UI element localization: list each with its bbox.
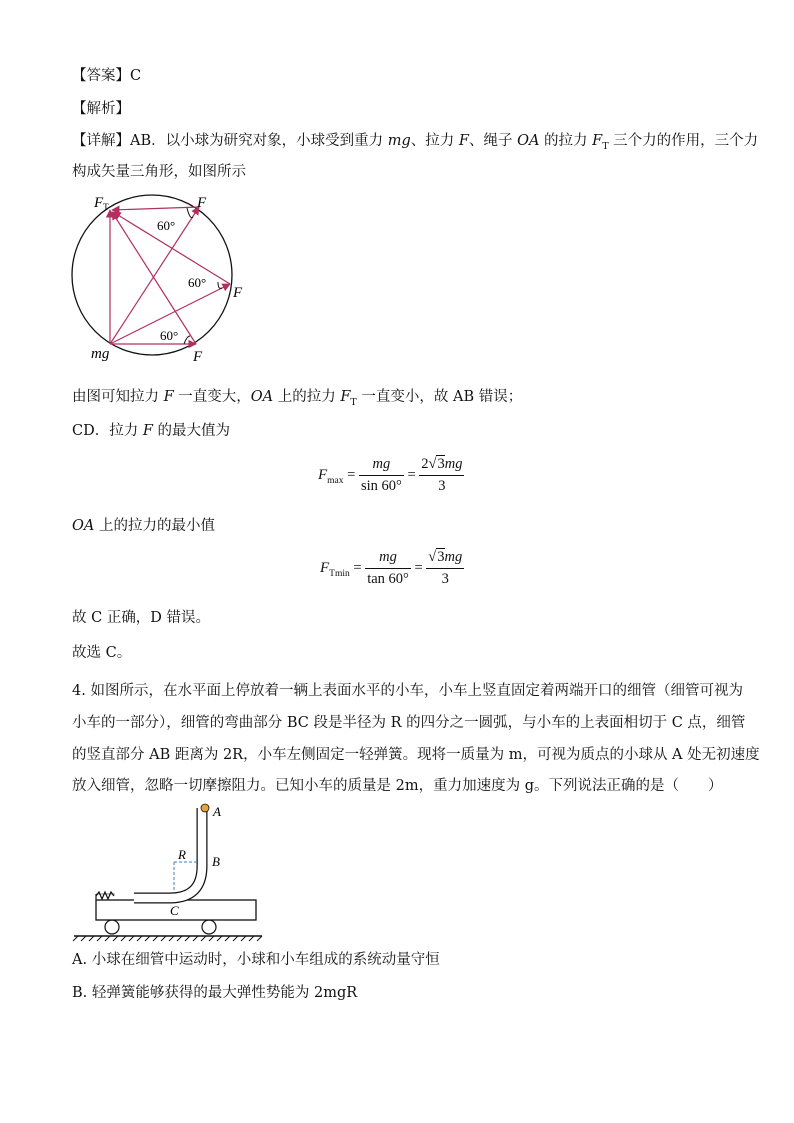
denominator: 3 bbox=[438, 478, 446, 494]
text: 上的拉力 bbox=[273, 389, 341, 405]
option-b[interactable]: B. 轻弹簧能够获得的最大弹性势能为 2mgR bbox=[72, 985, 358, 1001]
q4-line-4: 放入细管，忽略一切摩擦阻力。已知小车的质量是 2m，重力加速度为 g。下列说法正确的是（ ） bbox=[72, 778, 723, 794]
var-FT-sub: T bbox=[602, 141, 609, 152]
q4-line-2: 小车的一部分），细管的弯曲部分 BC 段是半径为 R 的四分之一圆弧，与小车的上表面相切于 C 点，细管 bbox=[72, 715, 746, 731]
label-F-right: F bbox=[233, 285, 243, 301]
analysis-tag: 【解析】 bbox=[72, 101, 130, 117]
equals: = bbox=[407, 466, 416, 483]
angle-arc-bottom bbox=[184, 336, 190, 344]
detail-paragraph-line2: 构成矢量三角形，如图所示 bbox=[72, 164, 246, 180]
angle-arc-top bbox=[187, 208, 193, 218]
spring bbox=[96, 892, 115, 900]
cd-intro-line bbox=[72, 421, 230, 441]
vector-F-top-to-FT bbox=[112, 207, 199, 210]
lhs-sub: max bbox=[327, 475, 344, 486]
equals: = bbox=[347, 466, 356, 483]
radicand: 3 bbox=[437, 549, 445, 565]
text: 由图可知拉力 bbox=[72, 389, 164, 405]
label-angle-bottom: 60° bbox=[160, 328, 179, 343]
var-OA: OA bbox=[250, 389, 274, 405]
var-FT-sub: T bbox=[350, 397, 357, 408]
formula-fmax bbox=[318, 456, 464, 495]
text: CD．拉力 bbox=[72, 423, 143, 439]
var-OA: OA bbox=[72, 518, 95, 534]
fraction-2 bbox=[419, 456, 464, 495]
wheel-right bbox=[202, 920, 216, 934]
formula-ftmin bbox=[320, 549, 464, 588]
fraction-1 bbox=[365, 549, 411, 588]
label-mg: mg bbox=[91, 346, 110, 362]
detail-paragraph-line1 bbox=[72, 131, 758, 153]
denominator: tan 60° bbox=[367, 571, 409, 587]
denominator: 3 bbox=[441, 571, 449, 587]
var-FT: F bbox=[340, 389, 351, 405]
detail-text: 三个力的作用，三个力 bbox=[608, 133, 759, 149]
text: 一直变大， bbox=[173, 389, 251, 405]
equals: = bbox=[353, 559, 362, 576]
var-F: F bbox=[163, 389, 174, 405]
var-F: F bbox=[458, 133, 469, 149]
option-a[interactable]: A. 小球在细管中运动时，小球和小车组成的系统动量守恒 bbox=[72, 952, 440, 968]
text: 一直变小，故 AB 错误； bbox=[356, 389, 523, 405]
label-angle-top: 60° bbox=[157, 218, 176, 233]
label-FT: $F_T$ bbox=[94, 195, 109, 212]
oa-min-line bbox=[72, 516, 215, 536]
lhs: F bbox=[318, 466, 328, 483]
detail-tag: 【详解】 bbox=[72, 133, 130, 149]
radicand: 3 bbox=[437, 456, 445, 472]
detail-text: 、拉力 bbox=[410, 133, 459, 149]
label-R: R bbox=[178, 847, 186, 862]
lhs: F bbox=[320, 559, 330, 576]
label-F-top: F bbox=[197, 195, 207, 211]
coef: 2 bbox=[421, 456, 429, 472]
var-F: F bbox=[142, 423, 153, 439]
var: mg bbox=[444, 549, 463, 565]
var: mg bbox=[444, 456, 463, 472]
text: 的最大值为 bbox=[152, 423, 231, 439]
label-B: B bbox=[212, 854, 220, 869]
answer-value: C bbox=[130, 68, 142, 84]
force-circle-diagram bbox=[66, 190, 256, 366]
label-A: A bbox=[213, 804, 221, 819]
result-line-1: 故 C 正确，D 错误。 bbox=[72, 610, 211, 626]
wheel-left bbox=[105, 920, 119, 934]
conclusion-line bbox=[72, 387, 522, 409]
ball bbox=[201, 804, 209, 812]
var-OA: OA bbox=[517, 133, 540, 149]
equals: = bbox=[414, 559, 423, 576]
fraction-2 bbox=[426, 549, 464, 588]
label-C: C bbox=[170, 903, 179, 918]
angle-arc-right bbox=[218, 282, 222, 288]
q4-line-1: 4. 如图所示，在水平面上停放着一辆上表面水平的小车，小车上竖直固定着两端开口的细管（细管可视为 bbox=[72, 683, 743, 699]
label-angle-right: 60° bbox=[188, 275, 207, 290]
fraction-1 bbox=[359, 456, 404, 495]
lhs-sub: Tmin bbox=[329, 568, 350, 579]
answer-tag: 【答案】 bbox=[72, 68, 130, 84]
numerator: 2√3mg bbox=[419, 456, 464, 476]
var-FT: F bbox=[592, 133, 603, 149]
numerator: √3mg bbox=[426, 549, 464, 569]
result-line-2: 故选 C。 bbox=[72, 645, 132, 661]
tube-outer bbox=[134, 808, 202, 898]
detail-text: AB．以小球为研究对象，小球受到重力 bbox=[130, 133, 388, 149]
q4-line-3: 的竖直部分 AB 距离为 2R，小车左侧固定一轻弹簧。现将一质量为 m，可视为质点的小球从 A 处无初速度 bbox=[72, 747, 760, 763]
detail-text: 、绳子 bbox=[468, 133, 518, 149]
numerator: mg bbox=[359, 456, 404, 476]
answer-line bbox=[72, 66, 141, 86]
numerator: mg bbox=[365, 549, 411, 569]
text: 上的拉力的最小值 bbox=[94, 518, 215, 534]
label-F-bottom: F bbox=[193, 349, 203, 365]
var-mg: mg bbox=[387, 133, 411, 149]
vector-mg-to-F-top bbox=[110, 207, 199, 344]
detail-text: 的拉力 bbox=[539, 133, 593, 149]
denominator: sin 60° bbox=[360, 478, 402, 494]
cart-tube-diagram bbox=[72, 800, 272, 942]
